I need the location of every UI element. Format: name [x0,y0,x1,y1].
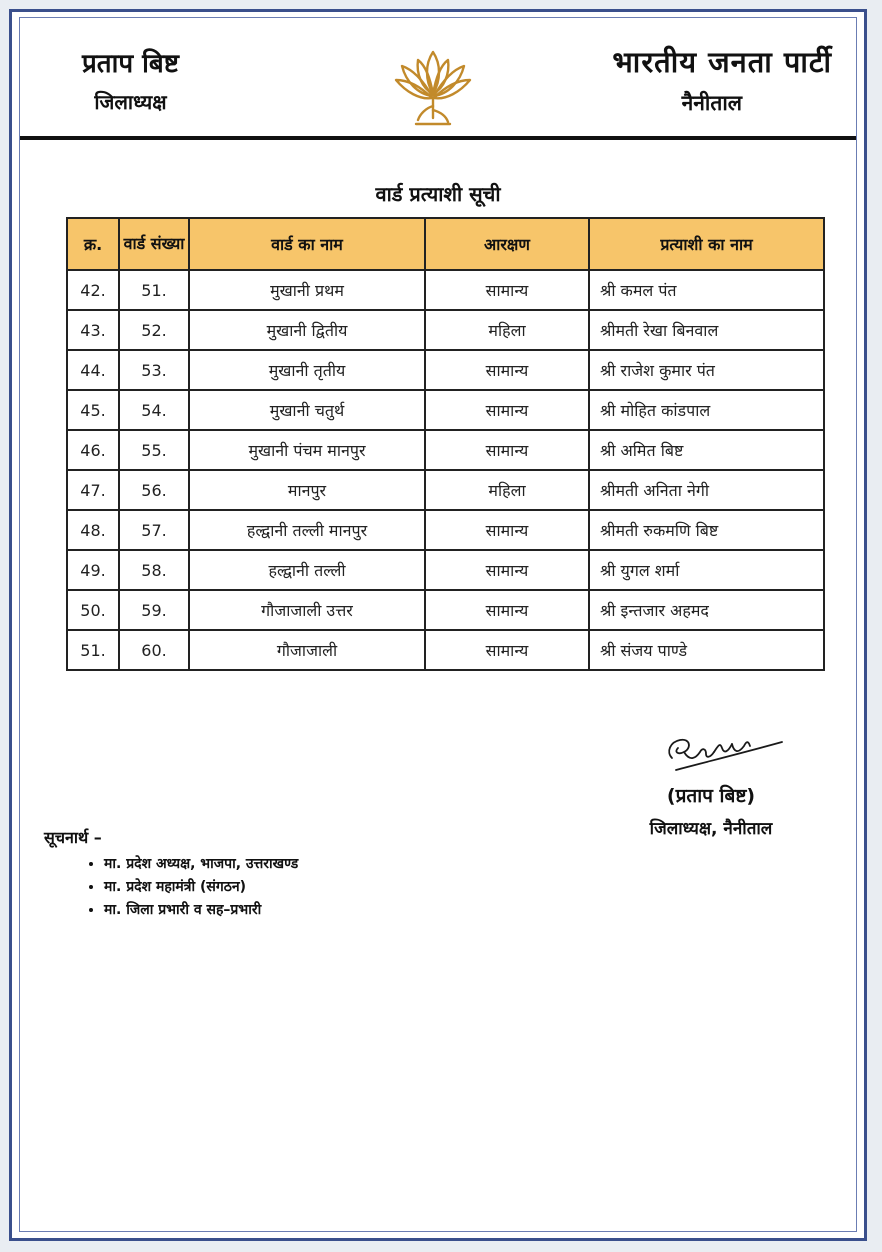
table-row [67,390,824,430]
party-name: भारतीय जनता पार्टी [612,45,832,79]
header-right [612,42,832,117]
table-row [67,630,824,670]
serial-cell: 44. [67,350,119,390]
column-header-ward-number-label: वार्ड संख्या [123,234,185,253]
signatory-name: (प्रताप बिष्ट) [666,785,756,807]
candidate-name-cell: श्री अमित बिष्ट [589,430,824,470]
ward-name-cell: गौजाजाली [189,630,425,670]
candidate-name-cell: श्रीमती अनिता नेगी [589,470,824,510]
ward-name-cell: गौजाजाली उत्तर [189,590,425,630]
column-header-ward-number [119,218,189,270]
candidate-name-cell: श्री कमल पंत [589,270,824,310]
table-header-row [67,218,824,270]
copy-to-section [44,826,298,923]
candidate-name-cell: श्री युगल शर्मा [589,550,824,590]
list-item: • मा. प्रदेश महामंत्री (संगठन) [104,877,298,896]
candidate-name-cell: श्री मोहित कांडपाल [589,390,824,430]
serial-cell: 50. [67,590,119,630]
ward-name-cell: हल्द्वानी तल्ली मानपुर [189,510,425,550]
table-row [67,470,824,510]
header-divider [20,136,856,140]
table-row [67,590,824,630]
copy-to-title: सूचनार्थ – [44,828,102,847]
serial-cell: 49. [67,550,119,590]
table-row [67,310,824,350]
candidate-name-cell: श्री संजय पाण्डे [589,630,824,670]
ward-number-cell: 55. [119,430,189,470]
ward-number-cell: 52. [119,310,189,350]
header-role: जिलाध्यक्ष [94,90,167,114]
table-row [67,510,824,550]
ward-number-cell: 58. [119,550,189,590]
ward-name-cell: मुखानी पंचम मानपुर [189,430,425,470]
ward-number-cell: 59. [119,590,189,630]
ward-number-cell: 56. [119,470,189,510]
party-city: नैनीताल [681,91,742,115]
serial-cell: 46. [67,430,119,470]
reservation-cell: सामान्य [425,390,589,430]
ward-name-cell: हल्द्वानी तल्ली [189,550,425,590]
reservation-cell: सामान्य [425,350,589,390]
ward-number-cell: 60. [119,630,189,670]
table-row [67,270,824,310]
serial-cell: 45. [67,390,119,430]
ward-number-cell: 57. [119,510,189,550]
lotus-icon [392,44,474,130]
candidate-name-cell: श्रीमती रुकमणि बिष्ट [589,510,824,550]
reservation-cell: महिला [425,470,589,510]
column-header-reservation: आरक्षण [425,218,589,270]
ward-number-cell: 53. [119,350,189,390]
serial-cell: 47. [67,470,119,510]
serial-cell: 43. [67,310,119,350]
ward-number-cell: 54. [119,390,189,430]
ward-candidate-table [66,217,825,671]
table-row [67,430,824,470]
reservation-cell: महिला [425,310,589,350]
reservation-cell: सामान्य [425,510,589,550]
reservation-cell: सामान्य [425,270,589,310]
signature-icon [656,722,786,774]
reservation-cell: सामान्य [425,430,589,470]
candidate-name-cell: श्री इन्तजार अहमद [589,590,824,630]
table-row [67,550,824,590]
reservation-cell: सामान्य [425,550,589,590]
page-title: वार्ड प्रत्याशी सूची [375,182,501,206]
signatory-role: जिलाध्यक्ष, नैनीताल [649,819,773,839]
serial-cell: 51. [67,630,119,670]
signature-block [636,722,786,839]
serial-cell: 42. [67,270,119,310]
list-item: • मा. जिला प्रभारी व सह–प्रभारी [104,900,298,919]
serial-cell: 48. [67,510,119,550]
page-inner-border [19,17,857,1232]
column-header-serial: क्र. [67,218,119,270]
table-row [67,350,824,390]
header-name: प्रताप बिष्ट [82,49,179,79]
ward-name-cell: मुखानी चतुर्थ [189,390,425,430]
column-header-ward-name: वार्ड का नाम [189,218,425,270]
column-header-candidate-name: प्रत्याशी का नाम [589,218,824,270]
list-item: • मा. प्रदेश अध्यक्ष, भाजपा, उत्तराखण्ड [104,854,298,873]
reservation-cell: सामान्य [425,590,589,630]
ward-number-cell: 51. [119,270,189,310]
candidate-name-cell: श्रीमती रेखा बिनवाल [589,310,824,350]
ward-name-cell: मानपुर [189,470,425,510]
letter-page [9,9,867,1241]
reservation-cell: सामान्य [425,630,589,670]
copy-to-list [44,854,298,919]
ward-name-cell: मुखानी द्वितीय [189,310,425,350]
header-left [82,44,179,115]
ward-name-cell: मुखानी तृतीय [189,350,425,390]
candidate-name-cell: श्री राजेश कुमार पंत [589,350,824,390]
ward-name-cell: मुखानी प्रथम [189,270,425,310]
